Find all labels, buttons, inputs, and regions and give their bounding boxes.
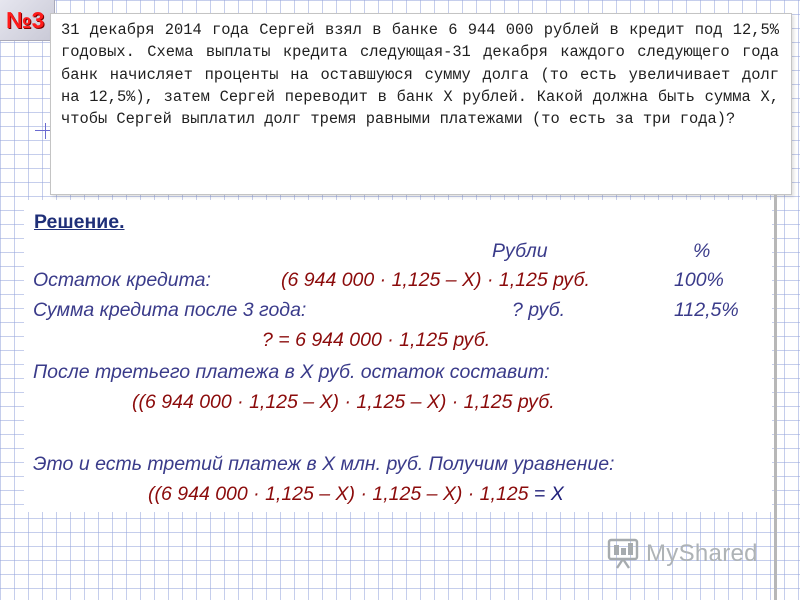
unknown-value-equation: ? = 6 944 000 · 1,125 руб.	[262, 329, 491, 351]
presentation-screen-icon	[606, 536, 640, 570]
solution-heading: Решение.	[34, 211, 125, 233]
row-credit-after-year3-expression: ? руб.	[512, 299, 566, 321]
task-statement-box	[50, 13, 792, 195]
column-header-rubles: Рубли	[492, 240, 548, 262]
third-payment-text: Это и есть третий платеж в Х млн. руб. Получим уравнение:	[33, 453, 615, 475]
row-credit-after-year3-percent: 112,5%	[674, 299, 739, 321]
after-third-payment-text: После третьего платежа в Х руб. остаток составит:	[33, 361, 550, 383]
task-statement-text: 31 декабря 2014 года Сергей взял в банке 6 944 000 рублей в кредит под 12,5% годовых. Схема выплаты кредита следующая-31 декабря каждого следующего года банк начисляет проценты на оставшуюся сумму долга (то есть увеличивает долг на 12,5%), затем Сергей переводит в банк Х рублей. Какой должна быть сумма Х, чтобы Сергей выплатил долг тремя равными платежами (то есть за три года)?	[61, 21, 779, 129]
row-credit-balance-percent: 100%	[674, 269, 724, 291]
right-edge-bar	[774, 195, 777, 600]
remaining-balance-expression: ((6 944 000 · 1,125 – Х) · 1,125 – Х) · 1,125 руб.	[132, 391, 555, 413]
watermark-text: MyShared	[646, 540, 758, 567]
final-equation-right-side: = Х	[533, 483, 564, 505]
row-credit-after-year3-label: Сумма кредита после 3 года:	[33, 299, 307, 321]
column-header-percent: %	[693, 240, 711, 262]
watermark	[606, 536, 762, 572]
task-number: №3	[6, 7, 45, 33]
task-number-badge	[0, 0, 55, 41]
final-equation-left-side: ((6 944 000 · 1,125 – Х) · 1,125 – Х) · 1,125	[148, 483, 534, 505]
row-credit-balance-label: Остаток кредита:	[33, 269, 211, 291]
final-equation	[148, 482, 564, 506]
row-credit-balance-expression: (6 944 000 · 1,125 – Х) · 1,125 руб.	[281, 269, 590, 291]
